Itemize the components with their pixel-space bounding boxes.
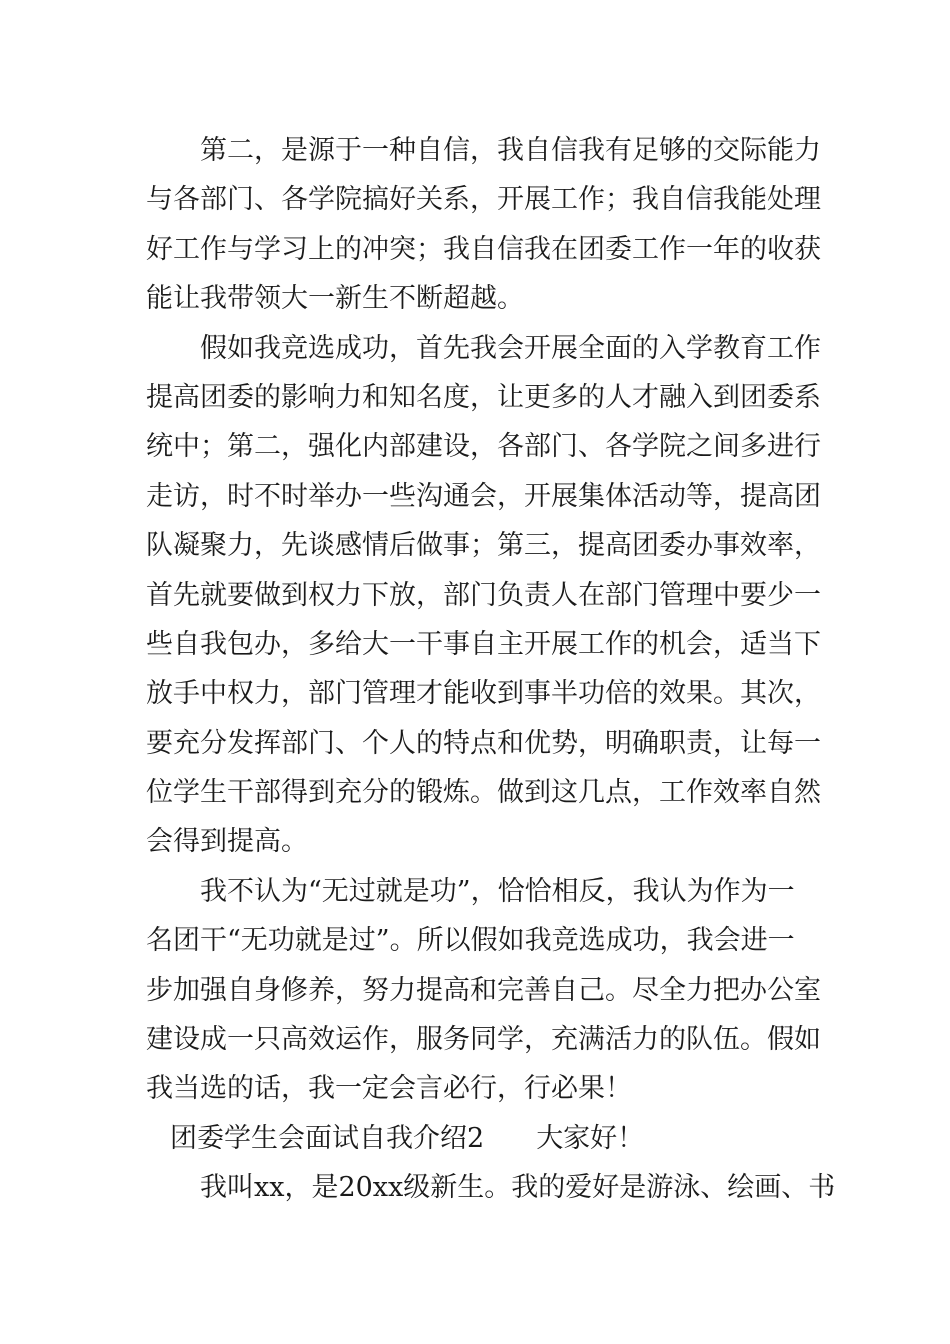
text-line: 建设成一只高效运作，服务同学，充满活力的队伍。假如 xyxy=(146,1024,821,1056)
text-line: 统中；第二，强化内部建设，各部门、各学院之间多进行 xyxy=(146,431,821,463)
text-line: 我叫xx，是20xx级新生。我的爱好是游泳、绘画、书 xyxy=(200,1172,836,1204)
text-line: 名团干“无功就是过”。所以假如我竞选成功，我会进一 xyxy=(146,925,795,957)
document-body xyxy=(146,126,836,1213)
text-line: 假如我竞选成功，首先我会开展全面的入学教育工作 xyxy=(200,332,821,364)
text-line: 好工作与学习上的冲突；我自信我在团委工作一年的收获 xyxy=(146,233,821,265)
text-line: 我当选的话，我一定会言必行，行必果！ xyxy=(146,1073,632,1105)
text-line: 第二，是源于一种自信，我自信我有足够的交际能力 xyxy=(200,135,821,166)
text-line: 会得到提高。 xyxy=(146,826,308,858)
text-line: 能让我带领大一新生不断超越。 xyxy=(146,283,524,315)
text-line: 位学生干部得到充分的锻炼。做到这几点，工作效率自然 xyxy=(146,777,821,809)
text-line: 队凝聚力，先谈感情后做事；第三，提高团委办事效率， xyxy=(146,530,821,562)
text-line: 与各部门、各学院搞好关系，开展工作；我自信我能处理 xyxy=(146,184,821,216)
text-line: 提高团委的影响力和知名度，让更多的人才融入到团委系 xyxy=(146,381,821,413)
text-line: 要充分发挥部门、个人的特点和优势，明确职责，让每一 xyxy=(146,727,821,759)
text-line: 首先就要做到权力下放，部门负责人在部门管理中要少一 xyxy=(146,579,821,611)
text-line: 些自我包办，多给大一干事自主开展工作的机会，适当下 xyxy=(146,628,821,660)
text-line: 步加强自身修养，努力提高和完善自己。尽全力把办公室 xyxy=(146,974,821,1006)
section-heading: 团委学生会面试自我介绍2 xyxy=(170,1122,485,1154)
text-line: 放手中权力，部门管理才能收到事半功倍的效果。其次， xyxy=(146,678,821,710)
text-line: 走访，时不时举办一些沟通会，开展集体活动等，提高团 xyxy=(146,480,821,512)
section-heading-line xyxy=(146,1114,806,1163)
greeting: 大家好！ xyxy=(536,1122,645,1154)
text-line: 我不认为“无过就是功”，恰恰相反，我认为作为一 xyxy=(200,875,795,907)
